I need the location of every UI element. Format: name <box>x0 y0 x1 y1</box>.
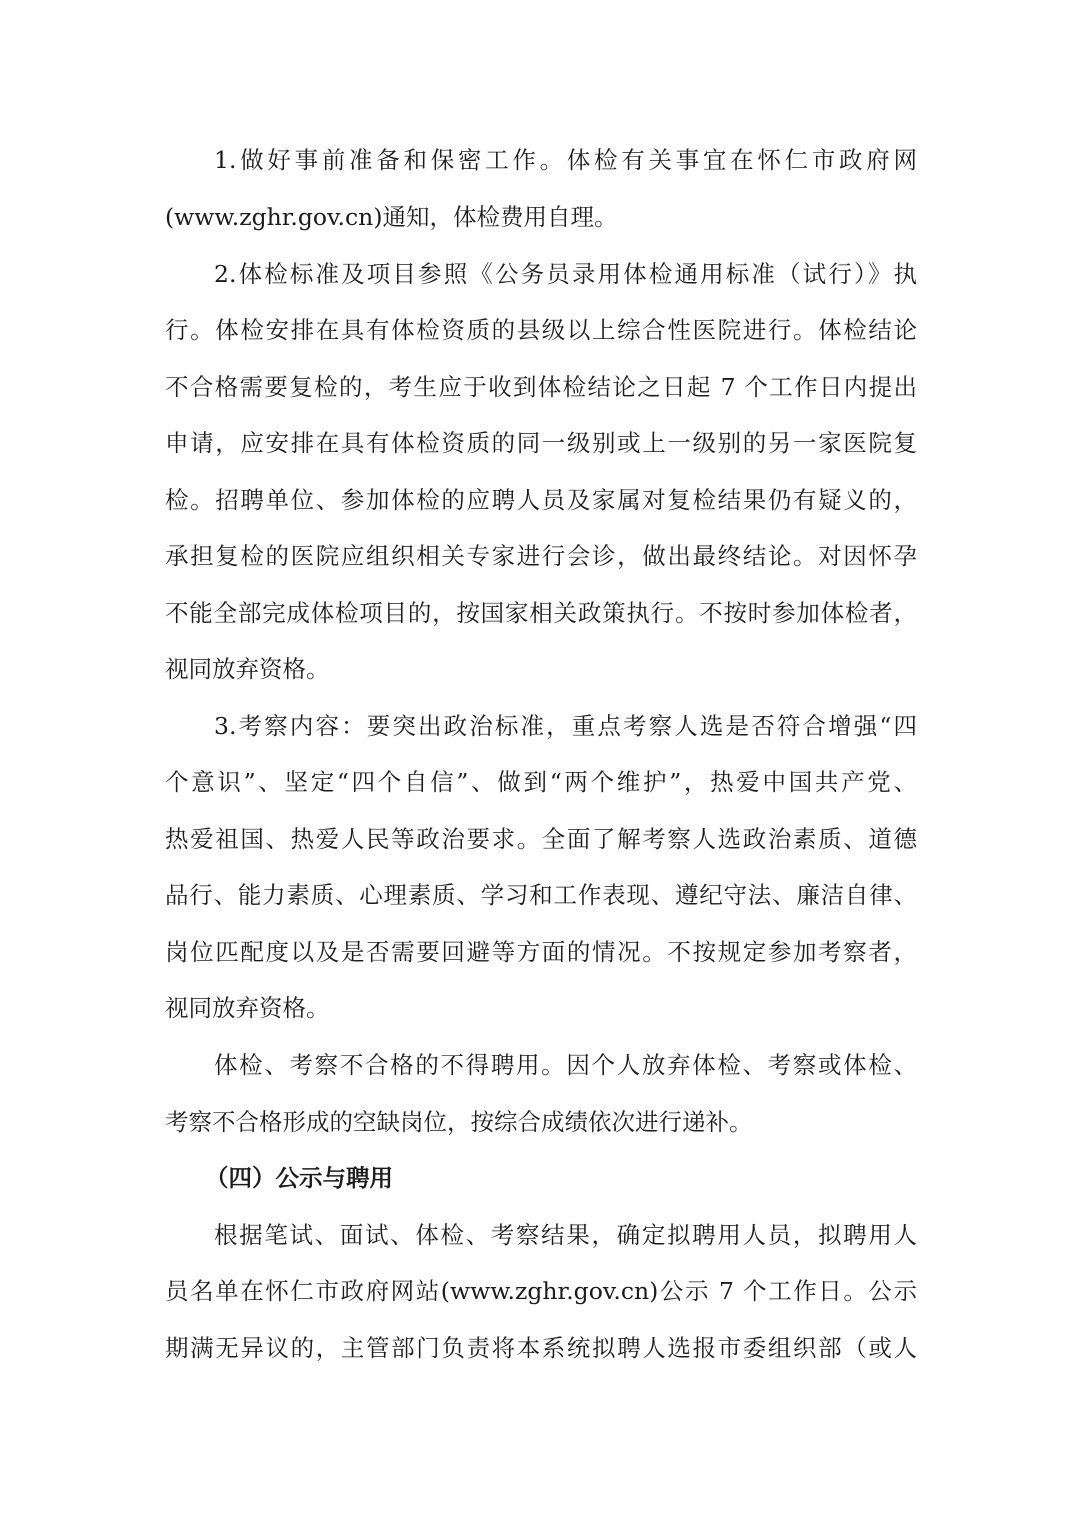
paragraph-line: (www.zghr.gov.cn)通知，体检费用自理。 <box>165 203 618 231</box>
paragraph-line: 视同放弃资格。 <box>165 655 330 683</box>
paragraph-line: 岗位匹配度以及是否需要回避等方面的情况。不按规定参加考察者， <box>165 938 917 966</box>
paragraph-line: 申请，应安排在具有体检资质的同一级别或上一级别的另一家医院复 <box>165 429 917 457</box>
paragraph-line: 不合格需要复检的，考生应于收到体检结论之日起 7 个工作日内提出 <box>165 373 917 401</box>
paragraph-line: 期满无异议的，主管部门负责将本系统拟聘人选报市委组织部（或人 <box>165 1334 917 1362</box>
paragraph-line: 检。招聘单位、参加体检的应聘人员及家属对复检结果仍有疑义的， <box>165 486 917 514</box>
paragraph-line: 2.体检标准及项目参照《公务员录用体检通用标准（试行）》执 <box>214 260 917 288</box>
section-heading: （四）公示与聘用 <box>205 1164 393 1192</box>
paragraph-line: 行。体检安排在具有体检资质的县级以上综合性医院进行。体检结论 <box>165 316 917 344</box>
paragraph-line: 品行、能力素质、心理素质、学习和工作表现、遵纪守法、廉洁自律、 <box>165 881 917 909</box>
paragraph-line: 不能全部完成体检项目的，按国家相关政策执行。不按时参加体检者， <box>165 599 917 627</box>
paragraph-line: 1.做好事前准备和保密工作。体检有关事宜在怀仁市政府网 <box>214 146 917 174</box>
paragraph-line: 员名单在怀仁市政府网站(www.zghr.gov.cn)公示 7 个工作日。公示 <box>165 1277 917 1305</box>
paragraph-line: 热爱祖国、热爱人民等政治要求。全面了解考察人选政治素质、道德 <box>165 825 917 853</box>
paragraph-line: 视同放弃资格。 <box>165 994 330 1022</box>
paragraph-line: 承担复检的医院应组织相关专家进行会诊，做出最终结论。对因怀孕 <box>165 542 917 570</box>
paragraph-line: 根据笔试、面试、体检、考察结果，确定拟聘用人员，拟聘用人 <box>214 1221 917 1249</box>
paragraph-line: 3.考察内容：要突出政治标准，重点考察人选是否符合增强“四 <box>214 712 917 740</box>
paragraph-line: 体检、考察不合格的不得聘用。因个人放弃体检、考察或体检、 <box>214 1051 917 1079</box>
paragraph-line: 个意识”、坚定“四个自信”、做到“两个维护”，热爱中国共产党、 <box>165 768 917 796</box>
paragraph-line: 考察不合格形成的空缺岗位，按综合成绩依次进行递补。 <box>165 1108 753 1136</box>
